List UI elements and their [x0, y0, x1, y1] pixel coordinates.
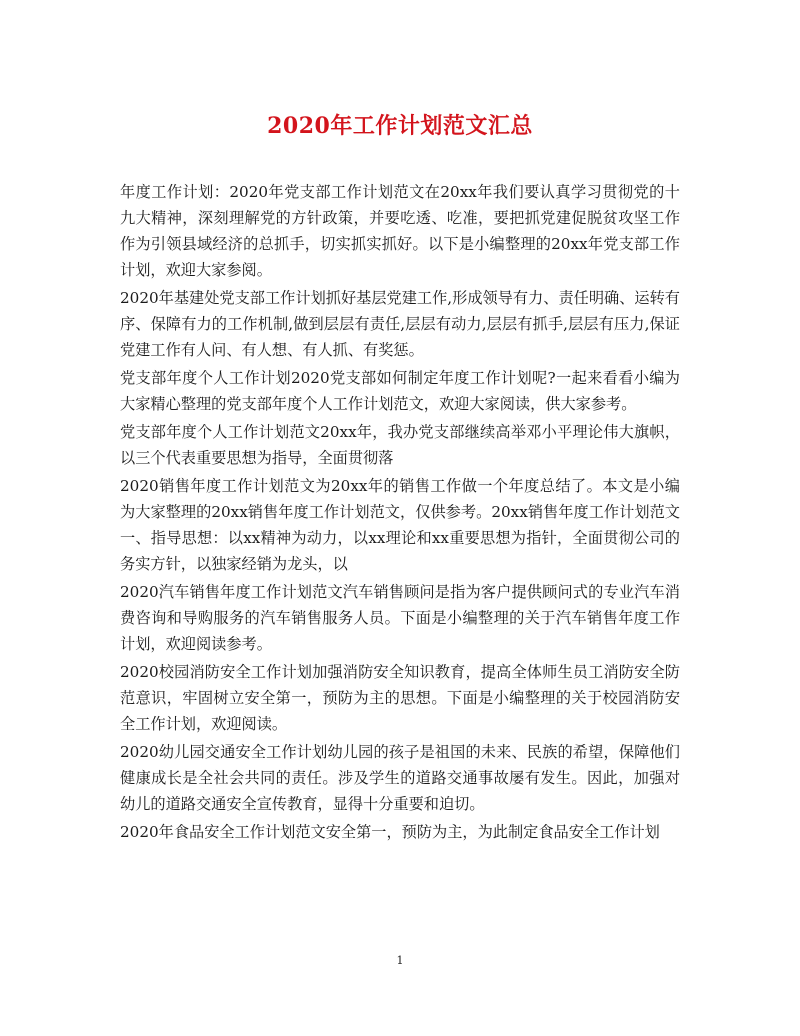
paragraph: 2020年基建处党支部工作计划抓好基层党建工作,形成领导有力、责任明确、运转有序、保障有力的工作机制,做到层层有责任,层层有动力,层层有抓手,层层有压力,保证党建工作有人问、有人想、有人抓、有奖惩。	[120, 289, 680, 359]
paragraph: 党支部年度个人工作计划范文20xx年，我办党支部继续高举邓小平理论伟大旗帜，以三个代表重要思想为指导，全面贯彻落	[120, 423, 680, 467]
paragraph: 2020幼儿园交通安全工作计划幼儿园的孩子是祖国的未来、民族的希望，保障他们健康成长是全社会共同的责任。涉及学生的道路交通事故屡有发生。因此，加强对幼儿的道路交通安全宣传教育，显得十分重要和迫切。	[120, 743, 680, 813]
paragraph: 年度工作计划：2020年党支部工作计划范文在20xx年我们要认真学习贯彻党的十九大精神，深刻理解党的方针政策，并要吃透、吃准，要把抓党建促脱贫攻坚工作作为引领县域经济的总抓手，切实抓实抓好。以下是小编整理的20xx年党支部工作计划，欢迎大家参阅。	[120, 183, 680, 279]
paragraph: 2020校园消防安全工作计划加强消防安全知识教育，提高全体师生员工消防安全防范意识，牢固树立安全第一，预防为主的思想。下面是小编整理的关于校园消防安全工作计划，欢迎阅读。	[120, 663, 680, 733]
paragraph: 党支部年度个人工作计划2020党支部如何制定年度工作计划呢?一起来看看小编为大家精心整理的党支部年度个人工作计划范文，欢迎大家阅读，供大家参考。	[120, 369, 680, 413]
paragraph: 2020汽车销售年度工作计划范文汽车销售顾问是指为客户提供顾问式的专业汽车消费咨询和导购服务的汽车销售服务人员。下面是小编整理的关于汽车销售年度工作计划，欢迎阅读参考。	[120, 583, 680, 653]
document-title: 2020年工作计划范文汇总	[267, 113, 533, 139]
page-number: 1	[396, 954, 404, 967]
paragraph: 2020销售年度工作计划范文为20xx年的销售工作做一个年度总结了。本文是小编为大家整理的20xx销售年度工作计划范文，仅供参考。20xx销售年度工作计划范文一、指导思想：以xx精神为动力，以xx理论和xx重要思想为指针，全面贯彻公司的务实方针，以独家经销为龙头，以	[120, 477, 680, 573]
paragraph: 2020年食品安全工作计划范文安全第一，预防为主，为此制定食品安全工作计划	[120, 823, 660, 841]
document-body	[120, 179, 680, 847]
